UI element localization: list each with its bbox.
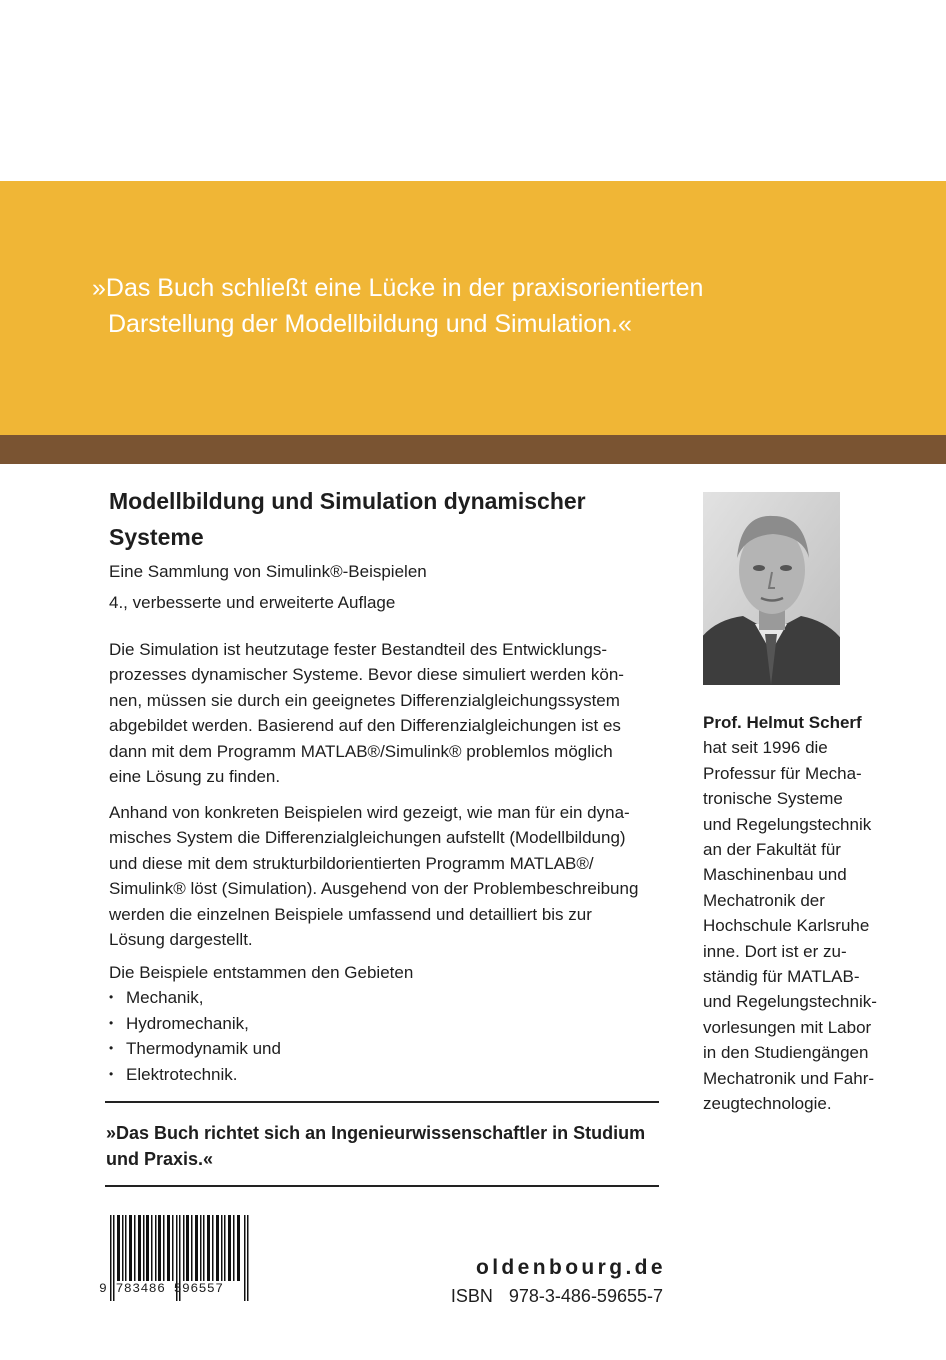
bio-line: Maschinenbau und <box>703 865 847 885</box>
barcode-number: 9 783486 596557 <box>99 1281 224 1296</box>
text-line: werden die einzelnen Beispiele umfassend und detailliert bis zur <box>109 904 592 924</box>
isbn <box>451 1286 663 1307</box>
bio-line: Mechatronik der <box>703 890 825 910</box>
text-line: Simulink® löst (Simulation). Ausgehend von der Problembeschreibung <box>109 879 639 899</box>
isbn-label: ISBN <box>450 1286 493 1306</box>
book-title-line-2: Systeme <box>109 524 204 550</box>
bio-line: inne. Dort ist er zu- <box>703 941 847 961</box>
areas-list <box>109 985 669 1087</box>
text-line: dann mit dem Programm MATLAB®/Simulink® problemlos möglich <box>109 741 613 761</box>
bio-line: tronische Systeme <box>703 789 843 809</box>
bio-line: ständig für MATLAB- <box>703 967 860 987</box>
divider-band <box>0 435 946 464</box>
rule-bottom <box>105 1185 659 1187</box>
bio-line: an der Fakultät für <box>703 840 841 860</box>
header-quote-line-2: Darstellung der Modellbildung und Simulation.« <box>108 310 632 338</box>
book-info <box>109 482 669 617</box>
bio-line: vorlesungen mit Labor <box>703 1017 872 1037</box>
areas-intro: Die Beispiele entstammen den Gebieten <box>109 963 414 982</box>
bottom-quote-line-2: und Praxis.« <box>106 1149 214 1169</box>
description-paragraph-3 <box>109 960 669 1087</box>
rule-top <box>105 1101 659 1103</box>
publisher-url[interactable]: oldenbourg.de <box>475 1256 666 1279</box>
author-bio <box>703 710 903 1117</box>
text-line: Die Simulation ist heutzutage fester Bestandteil des Entwicklungs- <box>109 640 607 659</box>
book-title-line-1: Modellbildung und Simulation dynamischer <box>109 488 586 514</box>
list-item: • Hydromechanik, <box>109 1011 669 1036</box>
list-item: • Thermodynamik und <box>109 1036 669 1061</box>
bio-line: in den Studiengängen <box>703 1043 869 1063</box>
author-photo <box>703 492 840 685</box>
description-paragraph-2 <box>109 800 669 952</box>
text-line: Lösung dargestellt. <box>109 930 253 950</box>
bio-line: Mechatronik und Fahr- <box>703 1068 875 1088</box>
isbn-number: 978-3-486-59655-7 <box>508 1286 663 1306</box>
bio-line: und Regelungstechnik- <box>703 992 877 1012</box>
list-item: • Elektrotechnik. <box>109 1062 669 1087</box>
list-item: • Mechanik, <box>109 985 669 1010</box>
text-line: misches System die Differenzialgleichungen aufstellt (Modellbildung) <box>109 828 626 848</box>
bio-line: Hochschule Karlsruhe <box>703 916 870 936</box>
description-paragraph-1 <box>109 637 669 789</box>
text-line: Anhand von konkreten Beispielen wird gezeigt, wie man für ein dyna- <box>109 803 630 822</box>
header-quote-line-1: »Das Buch schließt eine Lücke in der praxisorientierten <box>92 274 704 302</box>
author-name: Prof. Helmut Scherf <box>703 713 862 732</box>
bio-line: Professur für Mecha- <box>703 763 862 783</box>
bio-line: zeugtechnologie. <box>703 1094 832 1114</box>
book-edition: 4., verbesserte und erweiterte Auflage <box>109 593 396 612</box>
header-quote <box>92 270 912 342</box>
bottom-quote <box>106 1120 666 1172</box>
text-line: abgebildet werden. Basierend auf den Differenzialgleichungen ist es <box>109 716 621 736</box>
bottom-quote-line-1: »Das Buch richtet sich an Ingenieurwissenschaftler in Studium <box>106 1123 646 1143</box>
book-subtitle: Eine Sammlung von Simulink®-Beispielen <box>109 562 427 581</box>
text-line: nen, müssen sie durch ein geeignetes Differenzialgleichungssystem <box>109 690 620 710</box>
bio-line: und Regelungstechnik <box>703 814 872 834</box>
text-line: prozesses dynamischer Systeme. Bevor diese simuliert werden kön- <box>109 665 624 685</box>
text-line: eine Lösung zu finden. <box>109 767 281 787</box>
text-line: und diese mit dem strukturbildorientierten Programm MATLAB®/ <box>109 853 594 873</box>
bio-line: hat seit 1996 die <box>703 738 828 758</box>
